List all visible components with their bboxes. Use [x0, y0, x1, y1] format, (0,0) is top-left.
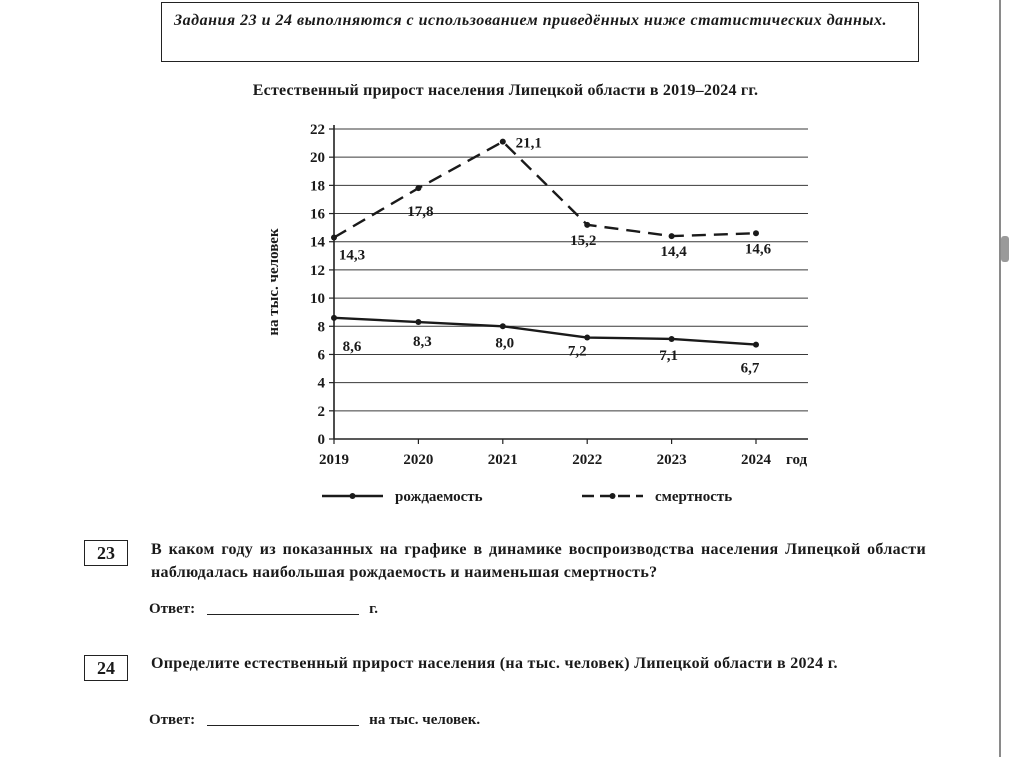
legend-marker-рождаемость: [350, 493, 356, 499]
x-tick-label: 2021: [487, 452, 518, 468]
data-point-рождаемость: [669, 336, 675, 342]
answer-field[interactable]: [207, 598, 359, 615]
y-tick-label: 20: [310, 150, 325, 167]
data-point-смертность: [669, 233, 675, 239]
y-tick-label: 10: [310, 291, 325, 308]
y-tick-label: 12: [310, 262, 325, 279]
answer-field[interactable]: [207, 709, 359, 726]
data-label-смертность: 15,2: [570, 232, 597, 249]
task-question: В каком году из показанных на графике в динамике воспроизводства населения Липецкой области наблюдалась наибольшая рождаемость и наименьшая смертность?: [151, 541, 926, 581]
data-label-рождаемость: 7,2: [567, 343, 587, 360]
data-point-рождаемость: [584, 335, 590, 341]
x-tick-label: 2020: [403, 452, 434, 468]
data-label-рождаемость: 8,3: [413, 334, 432, 351]
x-tick-label: 2024: [741, 452, 771, 468]
instruction-text: Задания 23 и 24 выполняются с использованием приведённых ниже статистических данных.: [174, 12, 887, 29]
series-line-рождаемость: [334, 318, 756, 345]
x-axis-unit: год: [786, 452, 808, 468]
y-tick-label: 18: [310, 178, 325, 195]
data-point-смертность: [331, 235, 337, 241]
answer-label: Ответ:: [149, 712, 196, 728]
chart-title: Естественный прирост населения Липецкой области в 2019–2024 гг.: [252, 82, 759, 99]
data-label-смертность: 21,1: [515, 135, 542, 152]
y-tick-label: 4: [317, 375, 325, 392]
data-point-смертность: [584, 222, 590, 228]
legend-label-смертность: смертность: [655, 489, 733, 505]
y-tick-label: 6: [317, 347, 325, 364]
x-tick-label: 2023: [656, 452, 687, 468]
data-point-смертность: [415, 185, 421, 191]
data-label-смертность: 17,8: [407, 204, 434, 221]
data-point-рождаемость: [331, 315, 337, 321]
series-line-смертность: [334, 142, 756, 238]
y-tick-label: 0: [317, 432, 325, 448]
data-label-рождаемость: 7,1: [659, 347, 678, 364]
task-number: 24: [84, 655, 128, 681]
answer-label: Ответ:: [149, 601, 196, 617]
data-label-смертность: 14,6: [744, 241, 772, 258]
data-point-смертность: [753, 230, 759, 236]
data-point-рождаемость: [500, 323, 506, 329]
data-label-рождаемость: 8,0: [495, 335, 515, 352]
y-tick-label: 16: [310, 206, 325, 223]
answer-row: [149, 598, 378, 618]
data-point-рождаемость: [753, 342, 759, 348]
y-tick-label: 14: [310, 234, 325, 251]
data-label-смертность: 14,3: [338, 247, 366, 264]
y-axis-title: на тыс. человек: [266, 228, 282, 336]
data-point-смертность: [500, 139, 506, 145]
answer-row: [149, 709, 480, 729]
task-number: 23: [84, 540, 128, 566]
data-label-рождаемость: 8,6: [342, 338, 362, 355]
data-label-рождаемость: 6,7: [740, 360, 760, 377]
data-point-рождаемость: [415, 319, 421, 325]
legend-marker-смертность: [610, 493, 616, 499]
data-label-смертность: 14,4: [660, 244, 687, 261]
x-tick-label: 2019: [319, 452, 349, 468]
task-question: Определите естественный прирост населения (на тыс. человек) Липецкой области в 2024 г.: [151, 655, 838, 672]
y-tick-label: 2: [317, 403, 325, 420]
legend-label-рождаемость: рождаемость: [395, 489, 483, 505]
answer-unit: на тыс. человек.: [369, 712, 481, 728]
y-tick-label: 8: [317, 319, 325, 336]
answer-unit: г.: [369, 601, 379, 617]
x-tick-label: 2022: [572, 452, 603, 468]
y-tick-label: 22: [310, 122, 325, 138]
